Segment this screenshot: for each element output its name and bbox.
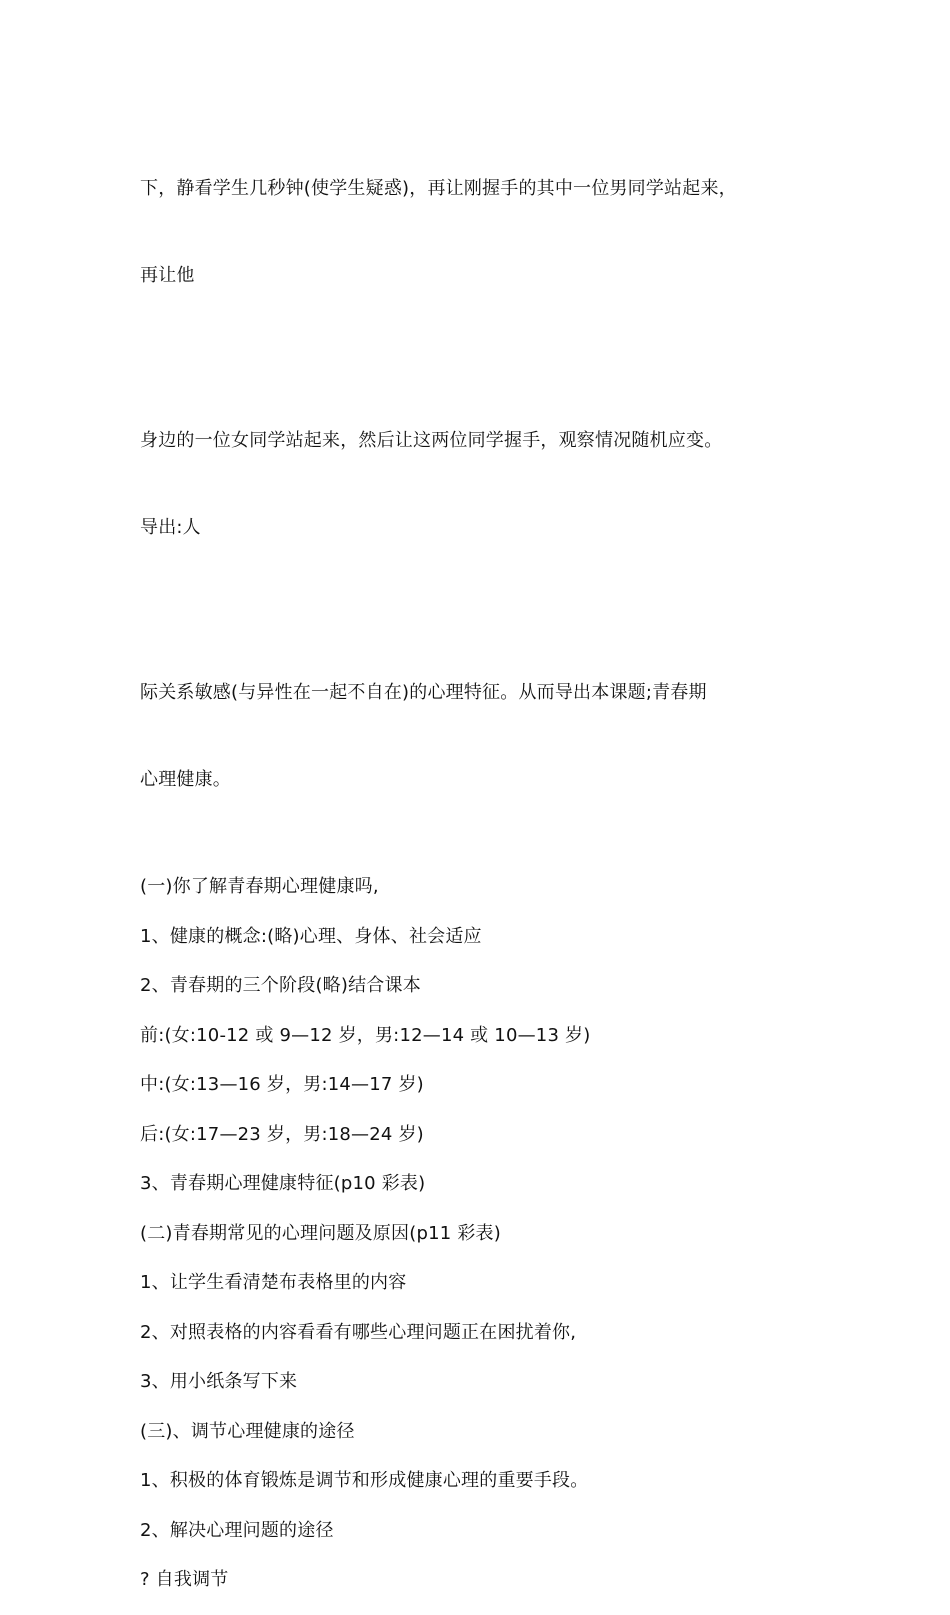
paragraph-line: 再让他 xyxy=(140,265,195,286)
section-heading-3: (三)、调节心理健康的途径 xyxy=(140,1420,355,1442)
section-heading-1: (一)你了解青春期心理健康吗, xyxy=(140,876,379,897)
list-item: 2、对照表格的内容看看有哪些心理问题正在困扰着你, xyxy=(140,1321,577,1343)
paragraph-line: 际关系敏感(与异性在一起不自在)的心理特征。从而导出本课题;青春期 xyxy=(140,682,707,703)
paragraph-3 xyxy=(140,620,840,852)
list-item: 2、青春期的三个阶段(略)结合课本 xyxy=(140,975,421,996)
list-item: 前:(女:10-12 或 9—12 岁，男:12—14 或 10—13 岁) xyxy=(140,1024,591,1046)
list-item: 后:(女:17—23 岁，男:18—24 岁) xyxy=(140,1123,424,1145)
list-item: 中:(女:13—16 岁，男:14—17 岁) xyxy=(140,1074,424,1095)
paragraph-line: 导出:人 xyxy=(140,517,201,538)
list-item: 3、青春期心理健康特征(p10 彩表) xyxy=(140,1173,426,1194)
list-item: 1、积极的体育锻炼是调节和形成健康心理的重要手段。 xyxy=(140,1470,589,1491)
document-body xyxy=(140,116,840,1615)
paragraph-2 xyxy=(140,368,840,600)
list-item: 3、用小纸条写下来 xyxy=(140,1371,298,1392)
paragraph-line: 心理健康。 xyxy=(140,769,231,790)
section-heading-2: (二)青春期常见的心理问题及原因(p11 彩表) xyxy=(140,1222,501,1244)
paragraph-line: 身边的一位女同学站起来，然后让这两位同学握手，观察情况随机应变。 xyxy=(140,430,723,451)
list-item: 1、让学生看清楚布表格里的内容 xyxy=(140,1272,407,1293)
list-item: 1、健康的概念:(略)心理、身体、社会适应 xyxy=(140,925,482,947)
paragraph-line: 下，静看学生几秒钟(使学生疑惑)，再让刚握手的其中一位男同学站起来， xyxy=(140,178,737,199)
list-item: 2、解决心理问题的途径 xyxy=(140,1519,334,1541)
list-item: ? 自我调节 xyxy=(140,1569,229,1590)
paragraph-1 xyxy=(140,116,840,348)
